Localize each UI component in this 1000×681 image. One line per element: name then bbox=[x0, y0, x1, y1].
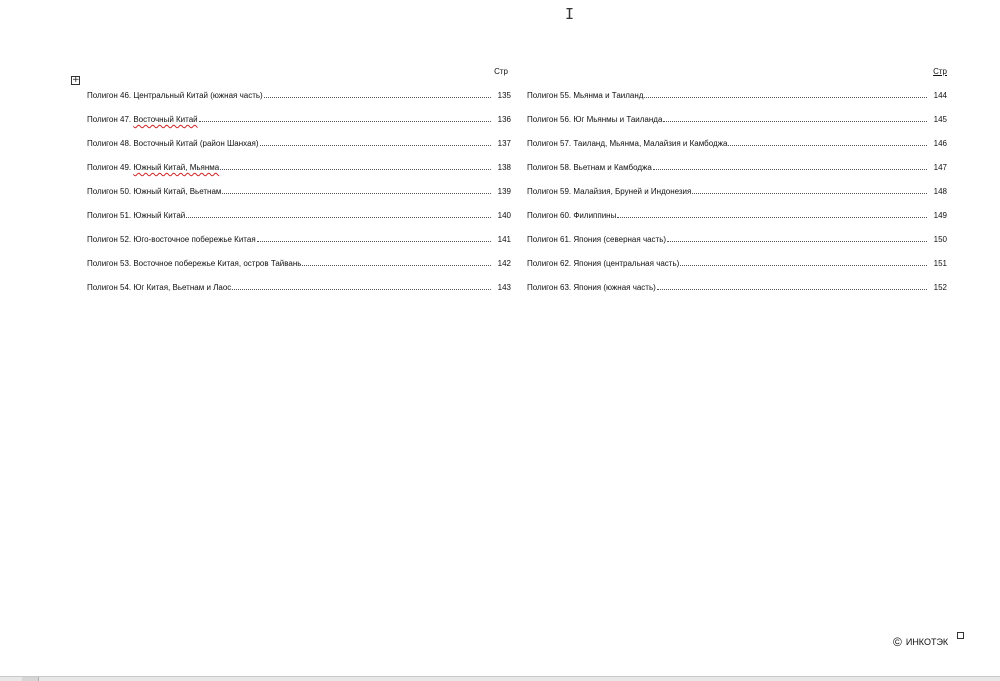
bottom-scrollbar[interactable] bbox=[0, 676, 1000, 681]
entry-page-number: 141 bbox=[497, 235, 511, 244]
entry-page-number: 145 bbox=[933, 115, 947, 124]
entry-page-number: 150 bbox=[933, 235, 947, 244]
entry-page-number: 140 bbox=[497, 211, 511, 220]
dot-leader bbox=[657, 288, 927, 290]
dot-leader bbox=[260, 144, 491, 146]
entry-title: Япония (центральная часть) bbox=[573, 259, 680, 268]
toc-entry[interactable] bbox=[527, 136, 953, 148]
entry-prefix: Полигон 63. bbox=[527, 283, 574, 292]
toc-entry[interactable] bbox=[527, 160, 953, 172]
entry-title: Мьянма и Таиланд bbox=[573, 91, 644, 100]
entry-title: Южный Китай, Вьетнам bbox=[133, 187, 222, 196]
entry-page-number: 148 bbox=[933, 187, 947, 196]
entry-prefix: Полигон 58. bbox=[527, 163, 574, 172]
entry-prefix: Полигон 47. bbox=[87, 115, 134, 124]
dot-leader bbox=[222, 192, 491, 194]
dot-leader bbox=[663, 120, 927, 122]
entry-title: Малайзия, Бруней и Индонезия bbox=[573, 187, 692, 196]
entry-title: Юг Мьянмы и Таиланда bbox=[573, 115, 663, 124]
page-column-header: Стр bbox=[933, 67, 947, 76]
dot-leader bbox=[257, 240, 491, 242]
entry-page-number: 137 bbox=[497, 139, 511, 148]
dot-leader bbox=[692, 192, 927, 194]
entry-page-number: 142 bbox=[497, 259, 511, 268]
page-column-header: Стр bbox=[494, 67, 508, 76]
entry-prefix: Полигон 56. bbox=[527, 115, 574, 124]
toc-entry[interactable] bbox=[87, 136, 511, 148]
entry-prefix: Полигон 52. bbox=[87, 235, 134, 244]
toc-entry[interactable] bbox=[527, 208, 953, 220]
dot-leader bbox=[220, 168, 491, 170]
entry-prefix: Полигон 48. bbox=[87, 139, 134, 148]
copyright-notice bbox=[893, 637, 948, 647]
toc-entry[interactable] bbox=[527, 256, 953, 268]
entry-prefix: Полигон 53. bbox=[87, 259, 134, 268]
entry-page-number: 136 bbox=[497, 115, 511, 124]
entry-title: Вьетнам и Камбоджа bbox=[573, 163, 652, 172]
dot-leader bbox=[667, 240, 927, 242]
entry-title: Южный Китай, Мьянма bbox=[133, 163, 220, 172]
dot-leader bbox=[186, 216, 491, 218]
entry-prefix: Полигон 62. bbox=[527, 259, 574, 268]
table-move-handle-icon[interactable]: + bbox=[72, 75, 80, 85]
toc-entry[interactable] bbox=[527, 112, 953, 124]
entry-page-number: 138 bbox=[497, 163, 511, 172]
entry-prefix: Полигон 60. bbox=[527, 211, 574, 220]
toc-entry[interactable] bbox=[527, 88, 953, 100]
toc-entry[interactable] bbox=[87, 208, 511, 220]
scroll-thumb[interactable] bbox=[22, 677, 39, 681]
copyright-symbol: © bbox=[893, 635, 902, 649]
entry-title: Юг Китая, Вьетнам и Лаос bbox=[133, 283, 232, 292]
entry-title: Восточный Китай (район Шанхая) bbox=[133, 139, 259, 148]
entry-title: Филиппины bbox=[573, 211, 617, 220]
toc-entry[interactable] bbox=[87, 232, 511, 244]
toc-entry[interactable] bbox=[527, 280, 953, 292]
dot-leader bbox=[728, 144, 927, 146]
entry-title: Центральный Китай (южная часть) bbox=[133, 91, 263, 100]
entry-prefix: Полигон 49. bbox=[87, 163, 134, 172]
dot-leader bbox=[199, 120, 491, 122]
entry-title: Восточный Китай bbox=[133, 115, 198, 124]
i-beam-cursor-icon: I bbox=[565, 5, 575, 23]
entry-prefix: Полигон 54. bbox=[87, 283, 134, 292]
entry-prefix: Полигон 51. bbox=[87, 211, 134, 220]
entry-page-number: 143 bbox=[497, 283, 511, 292]
dot-leader bbox=[653, 168, 927, 170]
toc-entry[interactable] bbox=[527, 184, 953, 196]
entry-page-number: 144 bbox=[933, 91, 947, 100]
entry-prefix: Полигон 59. bbox=[527, 187, 574, 196]
entry-prefix: Полигон 50. bbox=[87, 187, 134, 196]
entry-prefix: Полигон 55. bbox=[527, 91, 574, 100]
entry-title: Южный Китай bbox=[133, 211, 186, 220]
entry-page-number: 146 bbox=[933, 139, 947, 148]
entry-page-number: 152 bbox=[933, 283, 947, 292]
entry-page-number: 139 bbox=[497, 187, 511, 196]
toc-entry[interactable] bbox=[87, 160, 511, 172]
entry-title: Восточное побережье Китая, остров Тайвань bbox=[133, 259, 302, 268]
dot-leader bbox=[617, 216, 927, 218]
entry-title: Таиланд, Мьянма, Малайзия и Камбоджа bbox=[573, 139, 728, 148]
entry-page-number: 149 bbox=[933, 211, 947, 220]
dot-leader bbox=[264, 96, 491, 98]
toc-entry[interactable] bbox=[87, 88, 511, 100]
dot-leader bbox=[232, 288, 491, 290]
entry-prefix: Полигон 57. bbox=[527, 139, 574, 148]
toc-entry[interactable] bbox=[87, 112, 511, 124]
table-resize-handle-icon[interactable] bbox=[957, 632, 964, 639]
entry-title: Япония (северная часть) bbox=[573, 235, 667, 244]
toc-entry[interactable] bbox=[87, 184, 511, 196]
copyright-text: ИНКОТЭК bbox=[905, 637, 949, 647]
entry-page-number: 135 bbox=[497, 91, 511, 100]
dot-leader bbox=[302, 264, 491, 266]
toc-entry[interactable] bbox=[87, 256, 511, 268]
entry-page-number: 147 bbox=[933, 163, 947, 172]
toc-entry[interactable] bbox=[527, 232, 953, 244]
entry-page-number: 151 bbox=[933, 259, 947, 268]
entry-prefix: Полигон 61. bbox=[527, 235, 574, 244]
dot-leader bbox=[680, 264, 927, 266]
entry-title: Япония (южная часть) bbox=[573, 283, 656, 292]
toc-entry[interactable] bbox=[87, 280, 511, 292]
entry-title: Юго-восточное побережье Китая bbox=[133, 235, 256, 244]
dot-leader bbox=[644, 96, 927, 98]
entry-prefix: Полигон 46. bbox=[87, 91, 134, 100]
